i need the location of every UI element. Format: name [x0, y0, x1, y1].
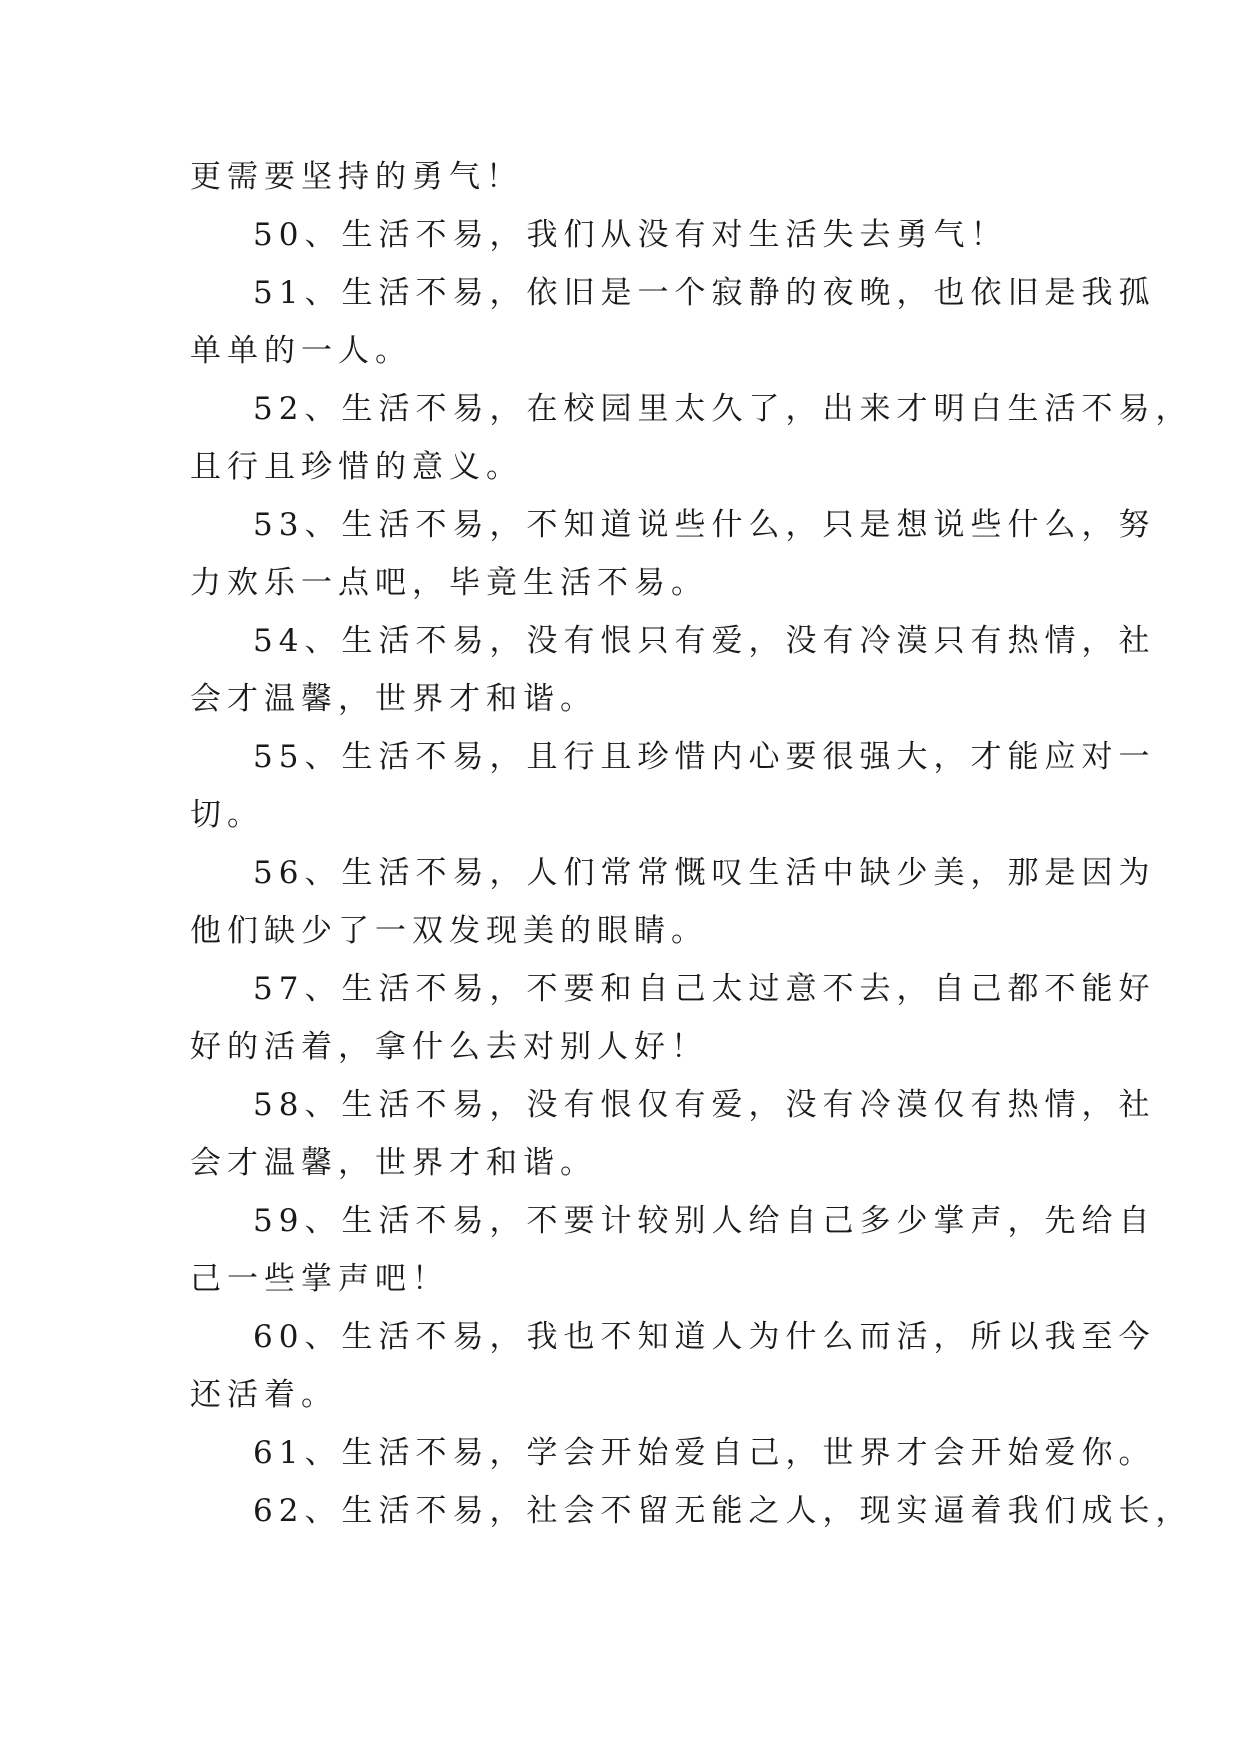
list-item-53: 53、生活不易，不知道说些什么，只是想说些什么，努 [253, 507, 1156, 543]
list-item-60: 60、生活不易，我也不知道人为什么而活，所以我至今 [253, 1319, 1156, 1355]
list-item-55: 55、生活不易，且行且珍惜内心要很强大，才能应对一 [253, 739, 1156, 775]
list-item-54: 54、生活不易，没有恨只有爱，没有冷漠只有热情，社 [253, 623, 1156, 659]
list-item-51: 51、生活不易，依旧是一个寂静的夜晚，也依旧是我孤 [253, 275, 1156, 311]
text-line: 且行且珍惜的意义。 [190, 449, 523, 485]
list-item-58: 58、生活不易，没有恨仅有爱，没有冷漠仅有热情，社 [253, 1087, 1156, 1123]
text-line: 好的活着，拿什么去对别人好！ [190, 1029, 708, 1065]
text-line: 力欢乐一点吧，毕竟生活不易。 [190, 565, 708, 601]
text-line: 会才温馨，世界才和谐。 [190, 1145, 597, 1181]
text-line: 单单的一人。 [190, 333, 412, 369]
list-item-57: 57、生活不易，不要和自己太过意不去，自己都不能好 [253, 971, 1156, 1007]
text-line: 他们缺少了一双发现美的眼睛。 [190, 913, 708, 949]
text-line: 更需要坚持的勇气！ [190, 159, 523, 195]
text-line: 会才温馨，世界才和谐。 [190, 681, 597, 717]
document-page [190, 148, 1193, 1540]
list-item-56: 56、生活不易，人们常常慨叹生活中缺少美，那是因为 [253, 855, 1156, 891]
list-item-50: 50、生活不易，我们从没有对生活失去勇气！ [253, 217, 1008, 253]
list-item-61: 61、生活不易，学会开始爱自己，世界才会开始爱你。 [253, 1435, 1156, 1471]
list-item-59: 59、生活不易，不要计较别人给自己多少掌声，先给自 [253, 1203, 1156, 1239]
list-item-62: 62、生活不易，社会不留无能之人，现实逼着我们成长， [253, 1493, 1193, 1529]
text-line: 己一些掌声吧！ [190, 1261, 449, 1297]
list-item-52: 52、生活不易，在校园里太久了，出来才明白生活不易， [253, 391, 1193, 427]
text-line: 切。 [190, 797, 264, 833]
text-line: 还活着。 [190, 1377, 338, 1413]
